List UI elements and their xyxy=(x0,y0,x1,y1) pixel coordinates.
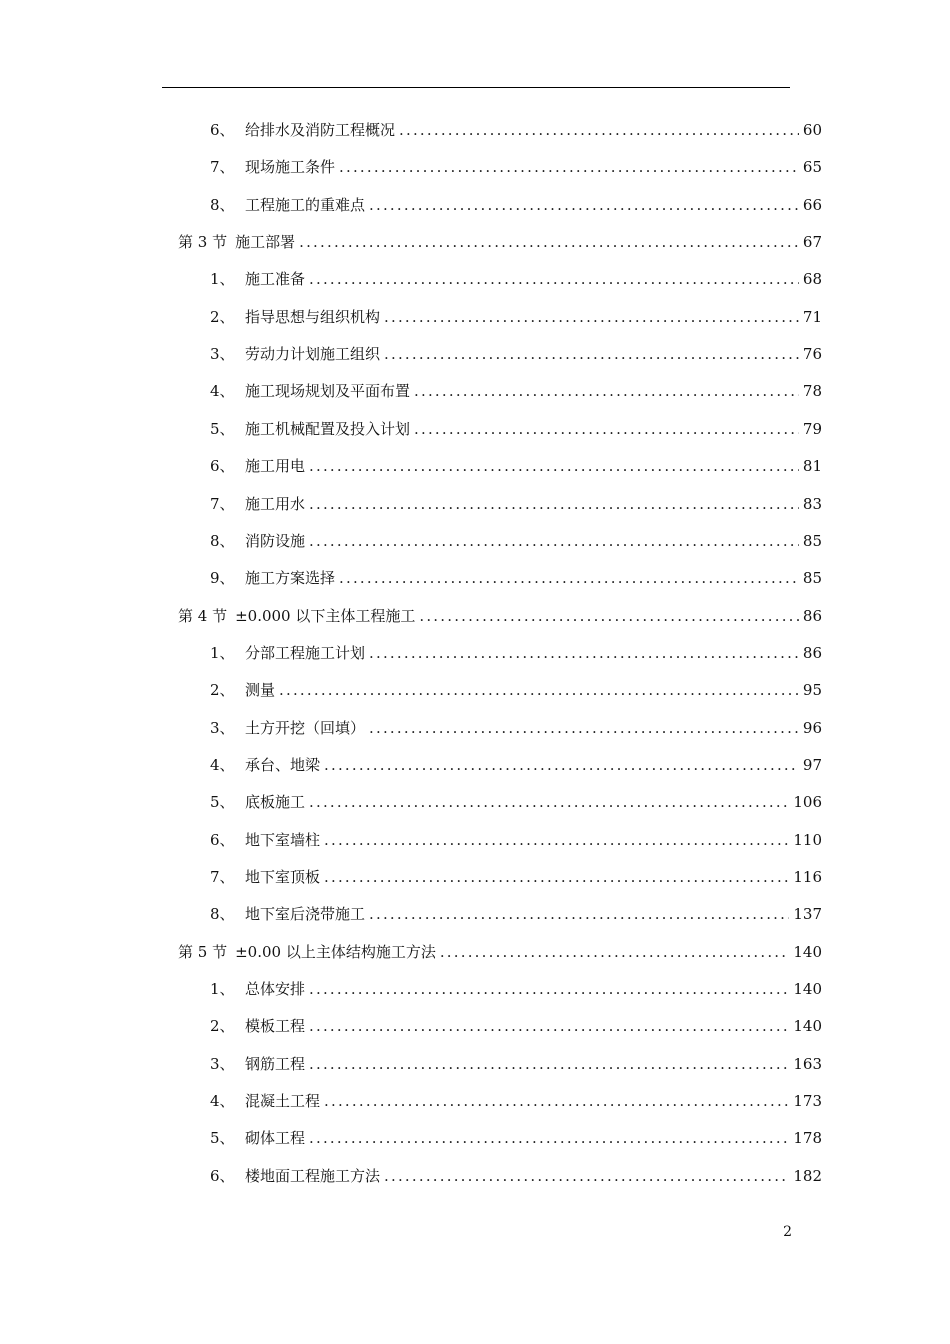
toc-entry-number: 8、 xyxy=(210,195,235,214)
dot-leader xyxy=(324,829,789,851)
toc-entry-number: 8、 xyxy=(210,531,235,550)
toc-entry-title: 分部工程施工计划 xyxy=(245,643,366,662)
toc-entry-number: 6、 xyxy=(210,121,235,139)
toc-entry[interactable] xyxy=(210,978,822,1000)
toc-entry-page: 182 xyxy=(793,1166,822,1185)
toc-entry[interactable] xyxy=(210,1053,822,1075)
toc-section-entry[interactable] xyxy=(178,605,822,627)
toc-entry[interactable] xyxy=(210,119,822,141)
toc-entry-title: 施工部署 xyxy=(235,233,296,252)
toc-entry-page: 67 xyxy=(802,233,822,252)
toc-entry-title: ±0.00 以上主体结构施工方法 xyxy=(235,942,436,961)
toc-entry[interactable] xyxy=(210,343,822,365)
toc-entry-page: 140 xyxy=(793,942,822,961)
toc-entry-title: 施工方案选择 xyxy=(245,569,336,588)
dot-leader xyxy=(279,679,799,701)
toc-entry-page: 106 xyxy=(793,793,822,812)
dot-leader xyxy=(419,605,799,627)
toc-entry-page: 83 xyxy=(802,494,822,513)
dot-leader xyxy=(309,455,799,477)
toc-entry-number: 3、 xyxy=(210,718,235,737)
toc-entry-number: 4、 xyxy=(210,1092,235,1111)
toc-entry-title: 现场施工条件 xyxy=(245,158,336,177)
toc-entry-title: 楼地面工程施工方法 xyxy=(245,1166,381,1185)
toc-entry-title: 工程施工的重难点 xyxy=(245,195,366,214)
toc-entry-page: 86 xyxy=(802,643,822,662)
dot-leader xyxy=(369,194,799,216)
toc-entry[interactable] xyxy=(210,866,822,888)
toc-entry-number: 7、 xyxy=(210,868,235,886)
toc-entry-title: 施工机械配置及投入计划 xyxy=(245,419,411,438)
dot-leader xyxy=(339,567,799,589)
toc-entry-number: 7、 xyxy=(210,158,235,177)
toc-entry-title: 施工现场规划及平面布置 xyxy=(245,382,411,401)
dot-leader xyxy=(324,754,799,776)
toc-entry[interactable] xyxy=(210,455,822,477)
toc-entry-number: 4、 xyxy=(210,382,235,401)
dot-leader xyxy=(339,156,799,178)
toc-entry-page: 163 xyxy=(793,1054,822,1073)
dot-leader xyxy=(414,418,799,440)
toc-entry[interactable] xyxy=(210,380,822,402)
dot-leader xyxy=(309,1053,789,1075)
toc-entry[interactable] xyxy=(210,791,822,813)
toc-entry[interactable] xyxy=(210,717,822,739)
toc-entry-title: 混凝土工程 xyxy=(245,1092,321,1111)
dot-leader xyxy=(384,306,799,328)
toc-entry-number: 6、 xyxy=(210,457,235,476)
toc-entry-number: 6、 xyxy=(210,830,235,849)
dot-leader xyxy=(369,903,789,925)
toc-entry-number: 7、 xyxy=(210,494,235,513)
toc-entry-page: 85 xyxy=(802,569,822,588)
toc-entry[interactable] xyxy=(210,1090,822,1112)
toc-entry-title: 施工准备 xyxy=(245,270,306,289)
toc-entry-page: 86 xyxy=(802,606,822,625)
toc-entry[interactable] xyxy=(210,530,822,552)
toc-entry-page: 76 xyxy=(802,345,822,364)
toc-entry-number: 8、 xyxy=(210,905,235,924)
toc-entry-title: ±0.000 以下主体工程施工 xyxy=(235,606,416,625)
toc-entry-page: 66 xyxy=(802,195,822,214)
toc-entry-page: 60 xyxy=(802,121,822,139)
toc-entry-title: 测量 xyxy=(245,681,276,700)
toc-entry-number: 5、 xyxy=(210,419,235,438)
toc-entry[interactable] xyxy=(210,268,822,290)
toc-entry[interactable] xyxy=(210,829,822,851)
toc-entry-number: 3、 xyxy=(210,345,235,364)
toc-entry-page: 85 xyxy=(802,531,822,550)
dot-leader xyxy=(384,1165,789,1187)
toc-entry-number: 4、 xyxy=(210,755,235,774)
toc-entry-page: 110 xyxy=(793,830,822,849)
toc-section-entry[interactable] xyxy=(178,941,822,963)
toc-entry[interactable] xyxy=(210,194,822,216)
toc-entry-title: 给排水及消防工程概况 xyxy=(245,121,396,139)
toc-entry[interactable] xyxy=(210,306,822,328)
dot-leader xyxy=(324,1090,789,1112)
toc-entry-title: 底板施工 xyxy=(245,793,306,812)
dot-leader xyxy=(324,866,789,888)
toc-entry-page: 65 xyxy=(802,158,822,177)
toc-entry-title: 地下室顶板 xyxy=(245,868,321,886)
toc-entry[interactable] xyxy=(210,1165,822,1187)
toc-entry-number: 2、 xyxy=(210,307,235,326)
dot-leader xyxy=(414,380,799,402)
toc-entry-number: 6、 xyxy=(210,1166,235,1185)
toc-entry[interactable] xyxy=(210,1015,822,1037)
header-rule xyxy=(162,87,790,88)
toc-entry-page: 71 xyxy=(802,307,822,326)
toc-entry-number: 1、 xyxy=(210,643,235,662)
toc-entry-title: 模板工程 xyxy=(245,1017,306,1036)
toc-entry-page: 97 xyxy=(802,755,822,774)
toc-entry-number: 5、 xyxy=(210,1129,235,1148)
toc-entry-page: 140 xyxy=(793,1017,822,1036)
toc-entry-number: 第 4 节 xyxy=(178,606,228,625)
dot-leader xyxy=(309,493,799,515)
toc-entry-number: 9、 xyxy=(210,569,235,588)
page-number: 2 xyxy=(783,1224,792,1240)
dot-leader xyxy=(440,941,790,963)
toc-entry-page: 95 xyxy=(802,681,822,700)
dot-leader xyxy=(399,119,799,141)
toc-entry-title: 总体安排 xyxy=(245,980,306,999)
toc-entry-title: 钢筋工程 xyxy=(245,1054,306,1073)
toc-section-entry[interactable] xyxy=(178,231,822,253)
dot-leader xyxy=(309,268,799,290)
toc-entry-page: 137 xyxy=(793,905,822,924)
toc-entry-title: 承台、地梁 xyxy=(245,755,321,774)
dot-leader xyxy=(309,791,789,813)
toc-entry-number: 3、 xyxy=(210,1054,235,1073)
toc-entry-page: 78 xyxy=(802,382,822,401)
toc-entry-number: 5、 xyxy=(210,793,235,812)
toc-entry[interactable] xyxy=(210,567,822,589)
toc-entry-title: 地下室后浇带施工 xyxy=(245,905,366,924)
dot-leader xyxy=(369,717,799,739)
toc-entry-number: 2、 xyxy=(210,1017,235,1036)
toc-entry[interactable] xyxy=(210,642,822,664)
toc-entry-number: 第 3 节 xyxy=(178,233,228,252)
toc-entry-page: 116 xyxy=(793,868,822,886)
toc-entry-title: 砌体工程 xyxy=(245,1129,306,1148)
toc-entry[interactable] xyxy=(210,754,822,776)
toc-entry[interactable] xyxy=(210,679,822,701)
toc-entry[interactable] xyxy=(210,493,822,515)
toc-entry-page: 178 xyxy=(793,1129,822,1148)
toc-entry-page: 173 xyxy=(793,1092,822,1111)
toc-entry[interactable] xyxy=(210,1127,822,1149)
toc-entry-number: 2、 xyxy=(210,681,235,700)
dot-leader xyxy=(369,642,799,664)
dot-leader xyxy=(309,1015,789,1037)
toc-entry-title: 劳动力计划施工组织 xyxy=(245,345,381,364)
dot-leader xyxy=(384,343,799,365)
toc-entry-title: 消防设施 xyxy=(245,531,306,550)
toc-entry-number: 1、 xyxy=(210,980,235,999)
toc-entry-number: 第 5 节 xyxy=(178,942,228,961)
toc-entry-title: 施工用水 xyxy=(245,494,306,513)
toc-entry-page: 96 xyxy=(802,718,822,737)
toc-entry-title: 施工用电 xyxy=(245,457,306,476)
toc-entry-page: 81 xyxy=(802,457,822,476)
toc-entry-title: 地下室墙柱 xyxy=(245,830,321,849)
toc-entry-title: 指导思想与组织机构 xyxy=(245,307,381,326)
dot-leader xyxy=(309,978,789,1000)
dot-leader xyxy=(309,1127,789,1149)
toc-entry-page: 79 xyxy=(802,419,822,438)
toc-entry[interactable] xyxy=(210,418,822,440)
toc-entry-page: 68 xyxy=(802,270,822,289)
toc-entry[interactable] xyxy=(210,903,822,925)
toc-entry-title: 土方开挖（回填） xyxy=(245,718,366,737)
toc-entry-page: 140 xyxy=(793,980,822,999)
dot-leader xyxy=(299,231,799,253)
dot-leader xyxy=(309,530,799,552)
toc-entry-number: 1、 xyxy=(210,270,235,289)
toc-entry[interactable] xyxy=(210,156,822,178)
